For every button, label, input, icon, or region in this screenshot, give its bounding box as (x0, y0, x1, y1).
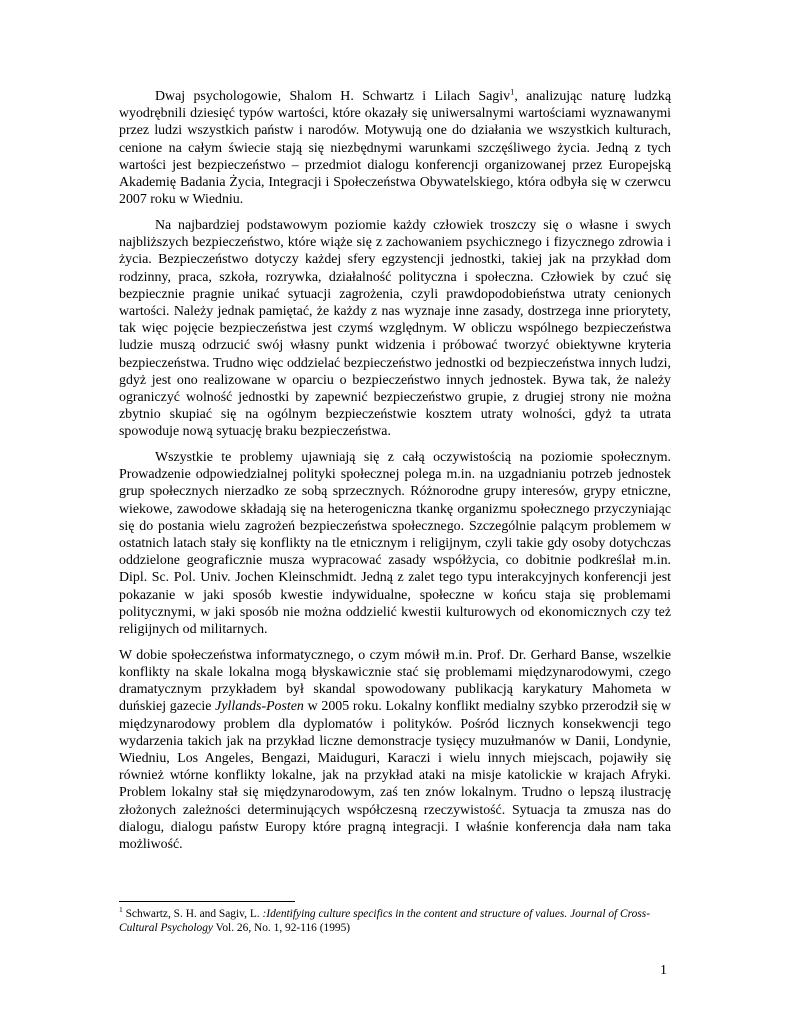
paragraph-4 (119, 647, 671, 853)
paragraph-4-text-b: w 2005 roku. Lokalny konflikt medialny szybko przerodził się w międzynarodowy problem dla dyplomatów i polityków. Pośród licznych konsekwencji tego wydarzenia takich jak na przykład liczne demonstracje tysięcy muzułmanów w Danii, Londynie, Wiedniu, Los Angeles, Bengazi, Maiduguri, Karaczi i wielu innych miejscach, pojawiły się również wtórne konflikty lokalne, jak na przykład ataki na misje katolickie w krajach Afryki. Problem lokalny stał się międzynarodowym, zaś ten znów lokalnym. Trudno o lepszą ilustrację złożonych zależności determinujących współczesną rzeczywistość. Sytuacja ta zmusza nas do dialogu, dialogu państw Europy które pragną integracji. I właśnie konferencja dała nam taka możliwość. (119, 699, 671, 853)
page-number: 1 (660, 963, 667, 978)
footnote (119, 907, 671, 935)
newspaper-title: Jyllands-Posten (215, 699, 304, 715)
footnote-reference[interactable]: 1 (510, 86, 515, 97)
footnote-title: :Identifying culture specifics in the content and structure of values. Journal of Cross-Cultural Psychology (119, 908, 651, 934)
footnote-authors: Schwartz, S. H. and Sagiv, L. (122, 908, 263, 920)
paragraph-1-text-a: Dwaj psychologowie, Shalom H. Schwartz i Lilach Sagiv (155, 89, 511, 104)
paragraph-3: Wszystkie te problemy ujawniają się z całą oczywistością na poziomie społecznym. Prowadzenie odpowiedzialnej polityki społecznej polega m.in. na uzgadnianiu potrzeb jednostek grup społecznych nierzadko ze sobą sprzecznych. Różnorodne grupy interesów, grypy etniczne, wiekowe, zawodowe składają się na heterogeniczna tkankę organizmu społecznego przyczyniając się do postania wielu zagrożeń bezpieczeństwa społecznego. Szczególnie palącym problemem w ostatnich latach stały się konflikty na tle etnicznym i religijnym, czyli takie gdy osoby dotychczas oddzielone geograficznie musza wypracować zasady współżycia, co dobitnie podkreślał m.in. Dipl. Sc. Pol. Univ. Jochen Kleinschmidt. Jedną z zalet tego typu interakcyjnych konferencji jest pokazanie w jaki sposób kwestie indywidualne, społeczne w końcu staja się problemami politycznymi, w jaki sposób nie można oddzielić kwestii kulturowych od ekonomicznych czy też religijnych od militarnych. (119, 450, 671, 638)
footnote-separator (119, 901, 295, 902)
footnote-mark: 1 (119, 905, 123, 915)
paragraph-4-text-a: W dobie społeczeństwa informatycznego, o czym mówił m.in. Prof. Dr. Gerhard Banse, wszelkie konflikty na skale lokalna mogą błyskawicznie stać się problemami międzynarodowymi, czego dramatycznym przykładem był skandal spowodowany publikacją karykatury Mahometa w duńskiej gazecie (119, 647, 671, 715)
footnote-details: Vol. 26, No. 1, 92-116 (1995) (212, 922, 351, 934)
document-body (119, 88, 671, 862)
paragraph-1 (119, 88, 671, 208)
paragraph-1-text-b: , analizując naturę ludzką wyodrębnili dziesięć typów wartości, które okazały się uniwersalnymi wartościami wyznawanymi przez ludzi wszystkich państw i narodów. Motywują one do działania we wszystkich kulturach, cenione na całym świecie stają się niezbędnymi warunkami szczęśliwego życia. Jedną z tych wartości jest bezpieczeństwo – przedmiot dialogu konferencji organizowanej przez Europejską Akademię Badania Życia, Integracji i Społeczeństwa Obywatelskiego, która odbyła się w czerwcu 2007 roku w Wiedniu. (119, 89, 672, 208)
paragraph-2: Na najbardziej podstawowym poziomie każdy człowiek troszczy się o własne i swych najbliższych bezpieczeństwo, które wiąże się z zachowaniem psychicznego i fizycznego zdrowia i życia. Bezpieczeństwo dotyczy każdej sfery egzystencji jednostki, takiej jak na przykład dom rodzinny, praca, szkoła, rozrywka, działalność polityczna i społeczna. Człowiek by czuć się bezpiecznie pragnie unikać sytuacji zagrożenia, czyli prawdopodobieństwa utraty cenionych wartości. Należy jednak pamiętać, że każdy z nas wyznaje inne zasady, dostrzega inne priorytety, tak więc pojęcie bezpieczeństwa jest czymś względnym. W obliczu wspólnego bezpieczeństwa ludzie muszą odrzucić swój własny punkt widzenia i próbować tworzyć obiektywne kryteria bezpieczeństwa. Trudno więc oddzielać bezpieczeństwo jednostki od bezpieczeństwa innych ludzi, gdyż jest ono realizowane w oparciu o bezpieczeństwo innych jednostek. Bywa tak, że należy ograniczyć wolność jednostki by zapewnić bezpieczeństwo grupie, z drugiej strony nie można zbytnio skupiać się na ogólnym bezpieczeństwie kosztem utraty wolności, gdyż ta utrata spowoduje nową sytuację braku bezpieczeństwa. (119, 217, 671, 440)
